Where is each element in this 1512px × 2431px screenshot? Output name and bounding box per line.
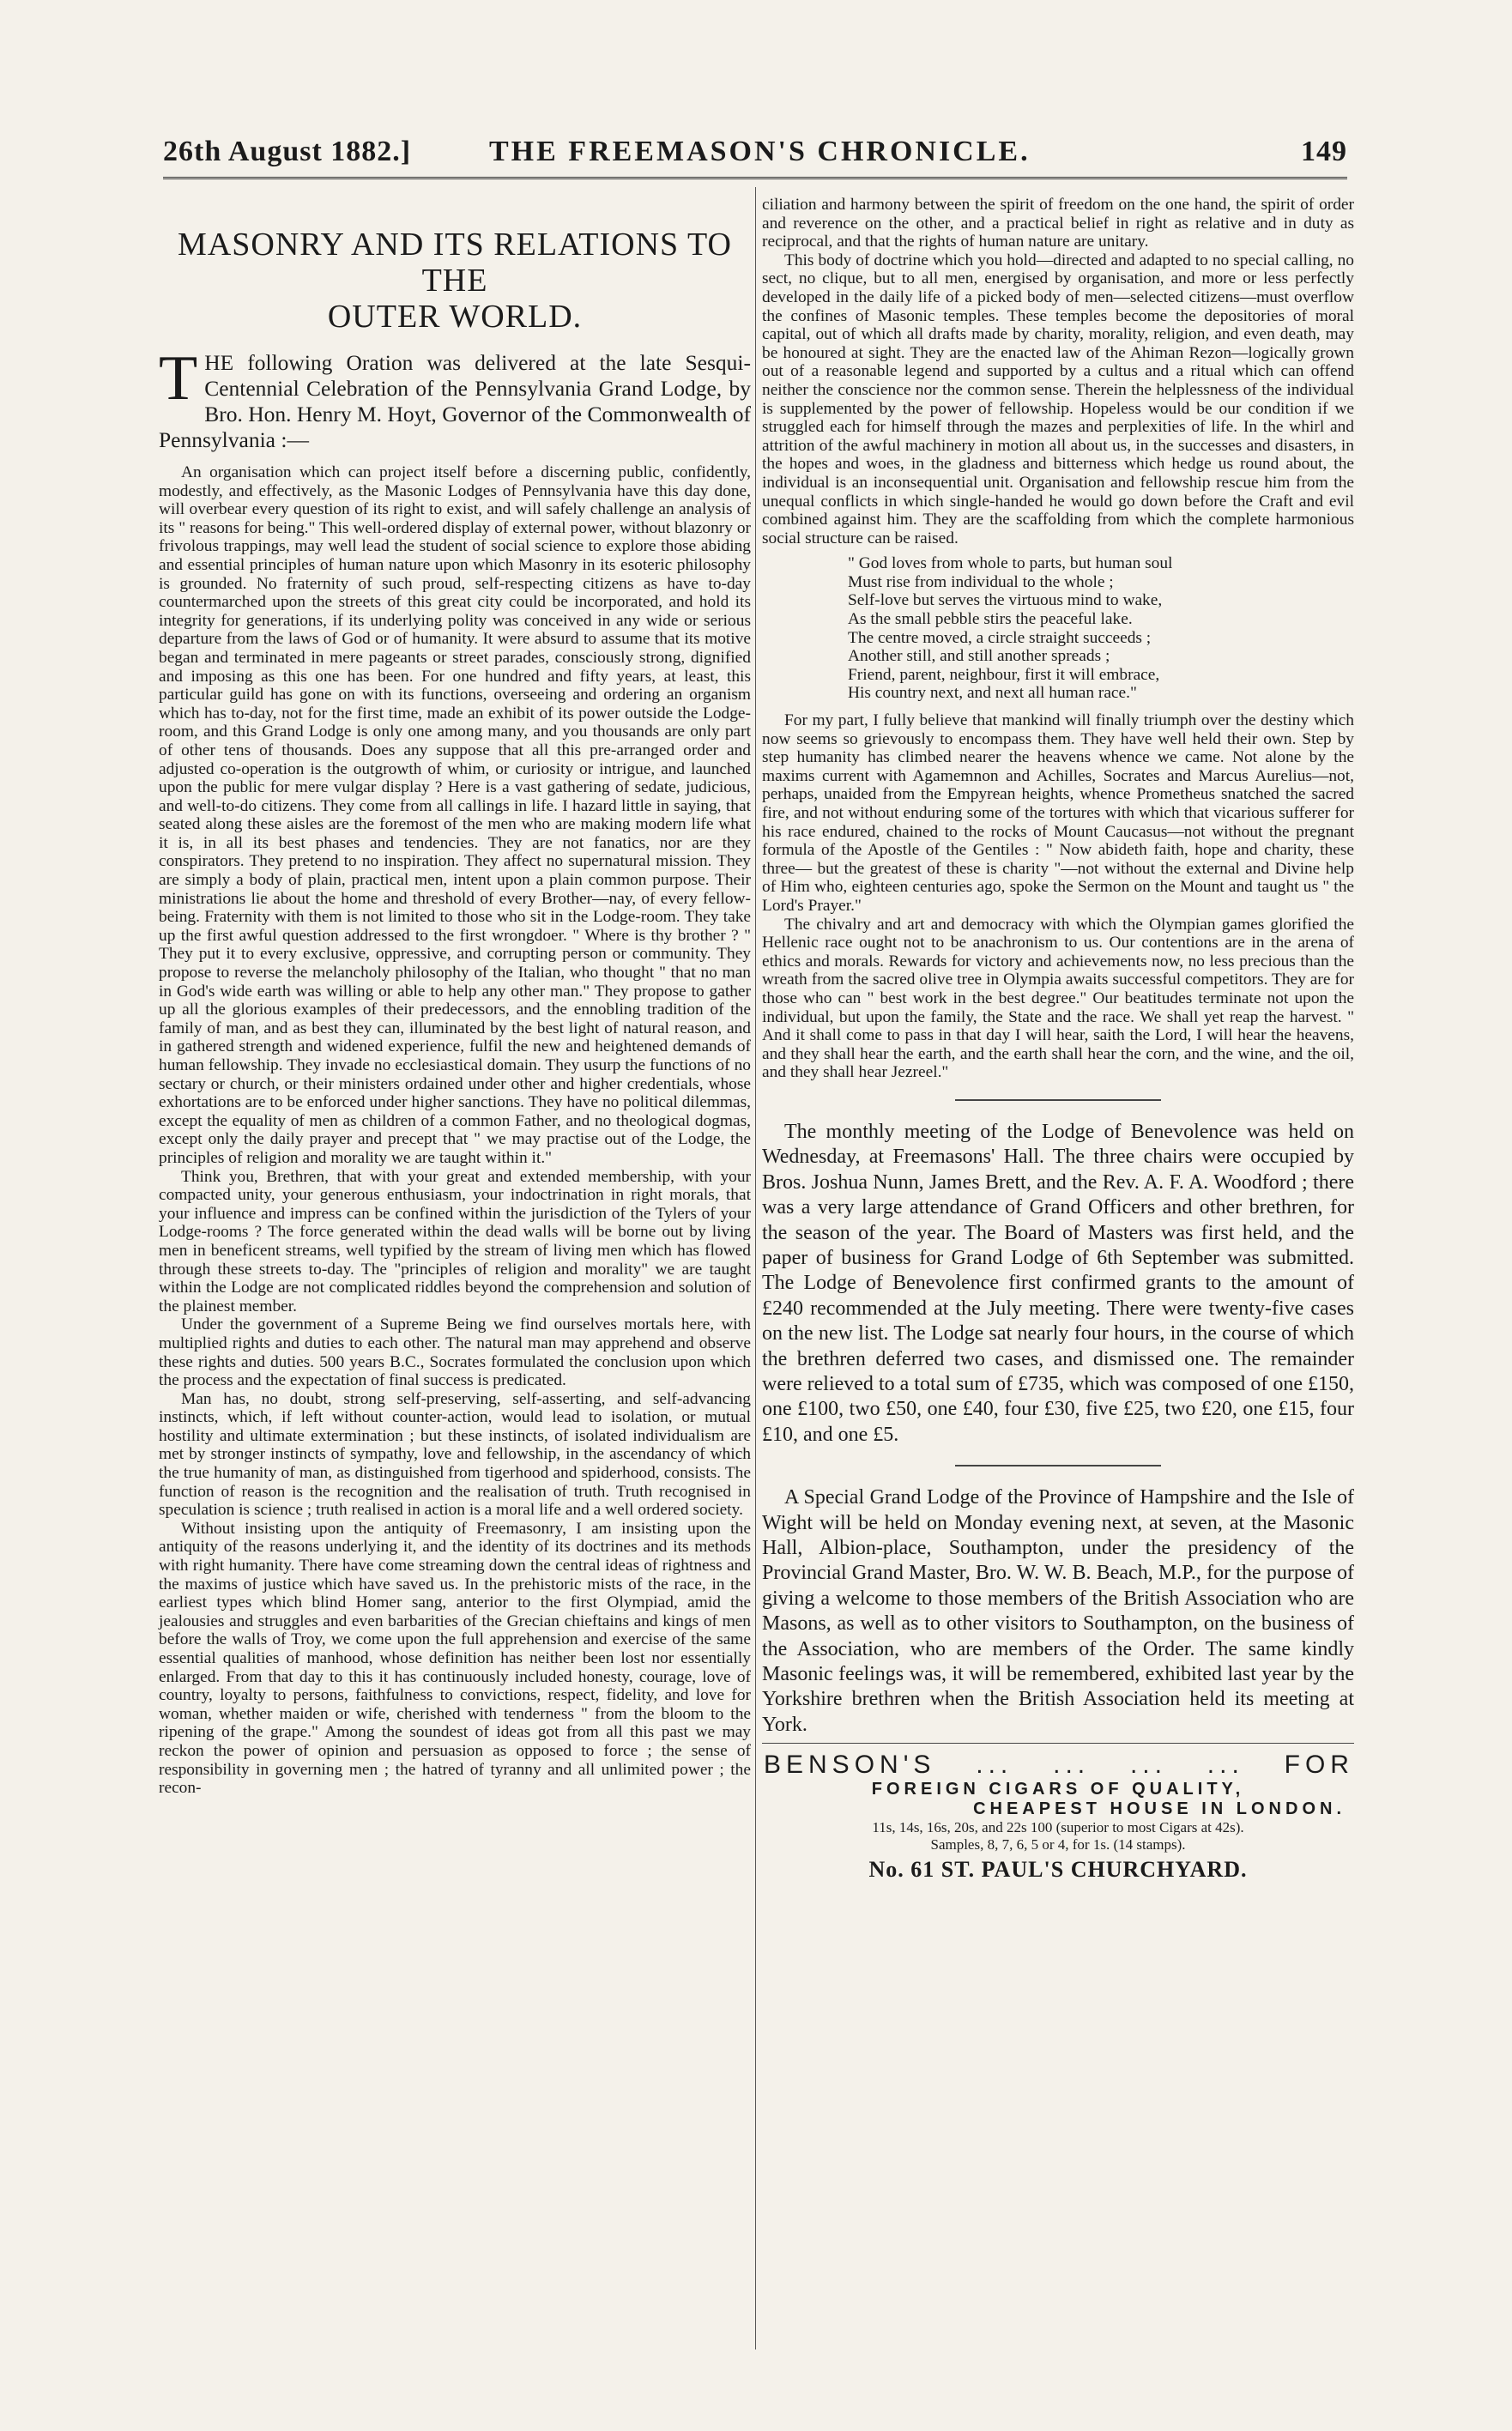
publication-title: THE FREEMASON'S CHRONICLE. — [489, 136, 1031, 167]
paragraph: Under the government of a Supreme Being we find ourselves mortals here, with multiplied rights and duties to each other. The natural man may apprehend and observe these rights and duties. 500 years B.C., Socrates formulated the conclusion upon which the process and the expectation of final success is predicated. — [159, 1315, 751, 1390]
paragraph: Think you, Brethren, that with your great and extended membership, with your compacted unity, your generous enthusiasm, your indoctrination in right morals, that your influence and impress can be confined within the jurisdiction of the Tylers of your Lodge-rooms ? The force generated within the dead walls will be borne out by living men in beneficent streams, well typified by the stream of living men which has flowed through these streets to-day. The "principles of religion and morality" we are taught within the Lodge are not complicated riddles beyond the comprehension and solution of the plainest member. — [159, 1167, 751, 1315]
paragraph: A Special Grand Lodge of the Province of Hampshire and the Isle of Wight will be held on Monday evening next, at seven, at the Masonic Hall, Albion-place, Southampton, under the presidency of the Provincial Grand Master, Bro. W. W. B. Beach, M.P., for the purpose of giving a welcome to those members of the British Association who are Masons, as well as to other visitors to Southampton, on the business of the Association, who are members of the Order. The same kindly Masonic feelings was, it will be remembered, exhibited last year by the Yorkshire brethren when the British Association held its meeting at York. — [762, 1486, 1354, 1736]
advert-samples: Samples, 8, 7, 6, 5 or 4, for 1s. (14 stamps). — [930, 1836, 1186, 1853]
advert-headline — [762, 1751, 1354, 1780]
drop-cap: T — [159, 343, 198, 414]
article-body-right — [762, 196, 1354, 547]
advert-for: FOR — [1284, 1751, 1354, 1780]
column-divider — [755, 187, 756, 2349]
left-column — [159, 196, 751, 1798]
advert-name: BENSON'S — [764, 1751, 936, 1780]
paragraph: For my part, I fully believe that mankind will finally triumph over the destiny which now seems so grievously to encompass them. They have well held their own. Step by step humanity has climbed nearer the heavens whence we came. Not alone by the maxims current with Agamemnon and Achilles, Socrates and Marcus Aurelius—not, perhaps, unaided from the Empyrean heights, whence Prometheus snatched the sacred fire, and not without enduring some of the tortures with which that vicarious sufferer for his race endured, chained to the rocks of Mount Caucasus—not without the pregnant formula of the Apostle of the Gentiles : " Now abideth faith, hope and charity, these three— but the greatest of these is charity "—not without the external and Divine help of Him who, eighteen centuries ago, spoke the Sermon on the Mount and taught us " the Lord's Prayer." — [762, 711, 1354, 915]
poem-line: The centre moved, a circle straight succeeds ; — [848, 628, 1152, 647]
right-column — [762, 196, 1354, 1883]
advert-rule — [762, 1743, 1354, 1744]
paragraph: This body of doctrine which you hold—directed and adapted to no special calling, no sect, no clique, but to all men, energised by organisation, and more or less perfectly developed in the daily life of a picked body of men—selected citizens—must overflow the confines of Masonic temples. These temples become the depositories of moral capital, out of which all drafts made by charity, morality, religion, and even death, may be honoured at sight. They are the enacted law of the Ahiman Rezon—logically grown out of a reasonable legend and supported by a cultus and a ritual which can offend neither the conscience nor the common sense. Therein the helplessness of the individual is supplemented by the power of fellowship. Hopeless would be our condition if we struggled each for himself through the mazes and perplexities of life. In the whirl and attrition of the awful machinery in motion all about us, in the successes and disasters, in the hopes and woes, in the gladness and bitterness which hedge us round about, the individual is an inconsequential unit. Organisation and fellowship rescue him from the unequal conflicts in which single-handed he would go down before the Craft and evil combined against him. They are the scaffolding from which the complete harmonious social structure can be raised. — [762, 251, 1354, 547]
hampshire-notice — [762, 1485, 1354, 1738]
article-title — [159, 227, 751, 335]
running-head — [163, 136, 1347, 173]
advert-dots: ... — [1207, 1751, 1244, 1780]
poem-quotation — [848, 554, 1354, 703]
section-separator — [955, 1465, 1161, 1466]
bensons-advertisement — [762, 1751, 1354, 1883]
paragraph-continued: ciliation and harmony between the spirit of freedom on the one hand, the spirit of order and reverence on the other, and a practical belief in right as relative and in duty as reciprocal, and that the rights of human nature are unitary. — [762, 196, 1354, 251]
section-separator — [955, 1099, 1161, 1101]
advert-dots: ... — [976, 1751, 1013, 1780]
article-title-line-2: OUTER WORLD. — [327, 299, 583, 335]
intro-text: HE following Oration was delivered at the late Sesqui-Centennial Celebration of the Pennsylvania Grand Lodge, by Bro. Hon. Henry M. Hoyt, Governor of the Commonwealth of Pennsylvania :— — [159, 350, 751, 452]
article-intro — [159, 343, 751, 453]
paragraph: An organisation which can project itself before a discerning public, confidently, modestly, and effectively, as the Masonic Lodges of Pennsylvania have this day done, will overbear every question of its right to exist, and will safely challenge an analysis of its " reasons for being." This well-ordered display of external power, without blazonry or frivolous trappings, may well lead the student of social science to explore those abiding and essential principles of human nature upon which Masonry in its esoteric philosophy is grounded. No fraternity of such proud, self-respecting citizens as have to-day countermarched upon the streets of this great city could be incorporated, and hold its integrity for generations, if its underlying polity was conceived in any wide or serious departure from the laws of God or of humanity. It were absurd to assume that its motive began and terminated in mere pageants or street parades, consciously strong, dignified and imposing as this one has been. For one hundred and fifty years, at least, this particular guild has gone on with its functions, overseeing and ordering an organism which has to-day, not for the first time, made an exhibit of its power outside the Lodge-room, and this Grand Lodge is only one among many, and you thousands are only part of other tens of thousands. Does any suppose that all this pre-arranged order and adjusted co-operation is the outgrowth of whim, or curiosity or intrigue, and launched upon the public for mere vulgar display ? Here is a vast gathering of sedate, judicious, and well-to-do citizens. They come from all callings in life. I hazard little in saying, that seated along these aisles are the foremost of the men who are making modern life what it is, in all its best phases and tendencies. They are not fanatics, nor are they conspirators. They pretend to no inspiration. They affect no supernatural mission. They are simply a body of plain, practical men, intent upon a plain common purpose. Their ministrations lie about the home and threshold of every Brother—nay, of every fellow-being. Fraternity with them is not limited to those who sit in the Lodge-room. They take up the first awful question addressed to the first wrongdoer. " Where is thy brother ? " They put it to every exclusive, oppressive, and corrupting person or community. They propose to reverse the melancholy philosophy of the Italian, who thought " that no man in God's wide earth was willing or able to help any other man." They propose to gather up all the glorious examples of their predecessors, and the ennobling tradition of the family of man, and as best they can, illuminated by the best light of natural reason, and in gathered strength and widened experience, fulfil the new and heightened demands of human fellowship. They invade no ecclesiastical domain. They usurp the functions of no sectary or church, or their ministers ordained under other and higher credentials, whose exhortations are to be enforced under higher sanctions. They have no political dilemmas, except the equality of men as children of a common Father, and no theological dogmas, except only the daily prayer and precept that " we may practise out of the Lodge, the principles of religion and morality we are taught within it." — [159, 463, 751, 1167]
poem-line: As the small pebble stirs the peaceful lake. — [848, 610, 1133, 629]
paragraph: The monthly meeting of the Lodge of Benevolence was held on Wednesday, at Freemasons' Hall. The three chairs were occupied by Bros. Joshua Nunn, James Brett, and the Rev. A. F. A. Woodford ; there was a very large attendance of Grand Officers and other brethren, for the season of the year. The Board of Masters was first held, and the paper of business for Grand Lodge of 6th September was submitted. The Lodge of Benevolence first confirmed grants to the amount of £240 recommended at the July meeting. There were twenty-five cases on the new list. The Lodge sat nearly four hours, in the course of which the brethren deferred two cases, and dismissed one. The remainder were relieved to a total sum of £735, which was composed of one £150, one £100, two £50, one £40, four £30, five £25, two £20, one £15, four £10, and one £5. — [762, 1120, 1354, 1446]
article-body-right-end — [762, 711, 1354, 1082]
issue-date: 26th August 1882.] — [163, 136, 412, 167]
paragraph: Without insisting upon the antiquity of Freemasonry, I am insisting upon the antiquity of the reasons underlying it, and the identity of its doctrines and its methods with right humanity. There have come streaming down the central ideas of rightness and the maxims of justice which have saved us. In the prehistoric mists of the race, in the earliest types which blind Homer sang, anterior to the first Olympiad, amid the jealousies and struggles and even barbarities of the Grecian chieftains and kings of men before the walls of Troy, we come upon the full apprehension and exercise of the same essential qualities of manhood, whose definition has neither been lost nor essentially enlarged. From that day to this it has continuously included honesty, courage, love of country, loyalty to persons, faithfulness to convictions, respect, fidelity, and love for woman, whether maiden or wife, cherished with tenderness " from the bloom to the ripening of the grape." Among the soundest of ideas got from all this past we may reckon the power of opinion and persuasion as opposed to force ; the sense of responsibility in governing men ; the hatred of tyranny and all unlimited power ; the recon- — [159, 1519, 751, 1798]
poem-line: Another still, and still another spreads ; — [848, 647, 1110, 666]
poem-line: His country next, and next all human race." — [848, 684, 1137, 703]
advert-address: No. 61 ST. PAUL'S CHURCHYARD. — [868, 1857, 1248, 1883]
header-rule — [163, 177, 1347, 179]
paragraph: The chivalry and art and democracy with which the Olympian games glorified the Hellenic race ought not to be anachronism to us. Our contentions are in the arena of ethics and morals. Rewards for victory and achievements now, no less precious than the wreath from the sacred olive tree in Olympia awaits successful competitors. They are for those who can " best work in the best degree." Our beatitudes terminate not upon the individual, but upon the family, the State and the race. We shall yet reap the harvest. " And it shall come to pass in that day I will hear, saith the Lord, I will hear the heavens, and they shall hear the earth, and the earth shall hear the corn, and the wine, and the oil, and they shall hear Jezreel." — [762, 915, 1354, 1082]
advert-prices: 11s, 14s, 16s, 20s, and 22s 100 (superior to most Cigars at 42s). — [872, 1819, 1244, 1836]
article-title-line-1: MASONRY AND ITS RELATIONS TO THE — [178, 227, 732, 299]
page-number: 149 — [1301, 136, 1347, 167]
advert-dots: ... — [1053, 1751, 1091, 1780]
poem-line: Must rise from individual to the whole ; — [848, 572, 1114, 591]
poem-line: Self-love but serves the virtuous mind to wake, — [848, 591, 1163, 610]
paragraph: Man has, no doubt, strong self-preserving, self-asserting, and self-advancing instincts, which, if left without counter-action, would lead to isolation, or mutual hostility and ultimate extermination ; but these instincts, of isolated individualism are met by stronger instincts of sympathy, love and fellowship, in the ascendancy of which the true humanity of man, as distinguished from tigerhood and spiderhood, consists. The function of reason is the recognition and the realisation of truth. Truth recognised in speculation is science ; truth realised in action is a moral life and a well ordered society. — [159, 1389, 751, 1520]
advert-dots: ... — [1129, 1751, 1167, 1780]
poem-line: Friend, parent, neighbour, first it will embrace, — [848, 665, 1160, 684]
benevolence-notice — [762, 1120, 1354, 1448]
poem-line: " God loves from whole to parts, but human soul — [848, 554, 1173, 573]
article-body-left — [159, 463, 751, 1798]
advert-line-foreign-cigars: FOREIGN CIGARS OF QUALITY, — [871, 1780, 1245, 1799]
advert-line-cheapest-house: CHEAPEST HOUSE IN LONDON. — [973, 1799, 1346, 1819]
